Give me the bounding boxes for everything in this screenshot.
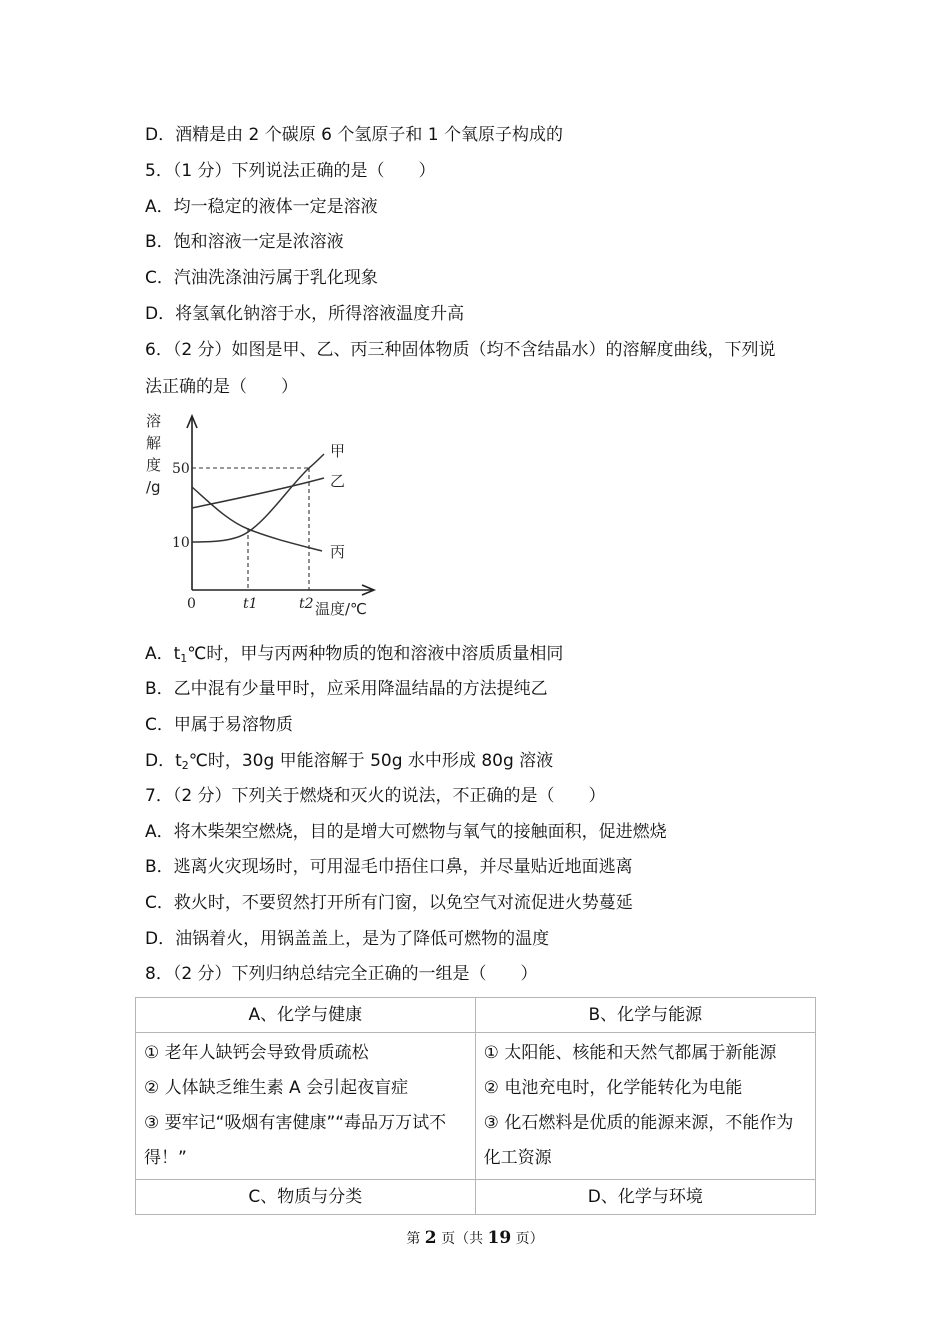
option-7c: C．救火时，不要贸然打开所有门窗，以免空气对流促进火势蔓延 (145, 893, 633, 913)
tick-t1: t1 (243, 596, 258, 612)
page-number: 2 (424, 1228, 437, 1248)
option-5c: C．汽油洗涤油污属于乳化现象 (145, 268, 378, 288)
label-jia: 甲 (330, 442, 346, 460)
question-8: 8．（2 分）下列归纳总结完全正确的一组是（ ） (145, 964, 538, 984)
option-7a: A．将木柴架空燃烧，目的是增大可燃物与氧气的接触面积，促进燃烧 (145, 822, 667, 842)
option-6d: D．$t_2℃$时，30g 甲能溶解于 50g 水中形成 80g 溶液 (145, 751, 554, 772)
cell-b-head: B、化学与能源 (475, 998, 815, 1033)
b-item-3: ③ 化石燃料是优质的能源来源，不能作为化工资源 (483, 1113, 794, 1168)
cell-a-head: A、化学与健康 (136, 998, 476, 1033)
ylabel-4: /g (146, 478, 161, 496)
option-6c: C．甲属于易溶物质 (145, 715, 293, 735)
question-6-line2: 法正确的是（ ） (145, 377, 298, 397)
cell-d-head: D、化学与环境 (475, 1180, 815, 1215)
label-bing: 丙 (330, 543, 346, 561)
option-5d: D．将氢氧化钠溶于水，所得溶液温度升高 (145, 304, 465, 324)
tick-50: 50 (172, 461, 190, 477)
a-item-2: ② 人体缺乏维生素 A 会引起夜盲症 (144, 1078, 409, 1098)
ylabel-2: 解 (146, 434, 162, 452)
tick-t2: t2 (299, 596, 314, 612)
line-q4d: D．酒精是由 2 个碳原 6 个氢原子和 1 个氧原子构成的 (145, 125, 563, 145)
question-6-line1: 6．（2 分）如图是甲、乙、丙三种固体物质（均不含结晶水）的溶解度曲线，下列说 (145, 340, 776, 360)
tick-origin: 0 (187, 596, 196, 612)
curve-jia (192, 454, 324, 542)
option-7b: B．逃离火灾现场时，可用湿毛巾捂住口鼻，并尽量贴近地面逃离 (145, 857, 633, 877)
option-5a: A．均一稳定的液体一定是溶液 (145, 197, 378, 217)
page-footer: 第 2 页（共 19 页） (406, 1228, 544, 1248)
page-total: 19 (487, 1228, 512, 1248)
option-6a: A．$t_1℃$时，甲与丙两种物质的饱和溶液中溶质质量相同 (145, 644, 564, 665)
tick-10: 10 (172, 535, 190, 551)
ylabel-1: 溶 (146, 412, 162, 430)
a-item-1: ① 老年人缺钙会导致骨质疏松 (144, 1043, 369, 1063)
summary-table (135, 997, 816, 1215)
cell-a-body (136, 1033, 476, 1180)
solubility-curve-figure (140, 408, 380, 623)
option-5b: B．饱和溶液一定是浓溶液 (145, 232, 344, 252)
b-item-2: ② 电池充电时，化学能转化为电能 (483, 1078, 743, 1098)
question-7: 7．（2 分）下列关于燃烧和灭火的说法，不正确的是（ ） (145, 786, 606, 806)
cell-b-body (475, 1033, 815, 1180)
label-yi: 乙 (330, 472, 346, 490)
ylabel-3: 度 (146, 456, 162, 474)
xlabel: 温度/℃ (315, 600, 367, 618)
option-7d: D．油锅着火，用锅盖盖上，是为了降低可燃物的温度 (145, 929, 550, 949)
option-6b: B．乙中混有少量甲时，应采用降温结晶的方法提纯乙 (145, 679, 548, 699)
a-item-3: ③ 要牢记“吸烟有害健康”“毒品万万试不得！” (144, 1113, 447, 1168)
curve-yi (192, 478, 324, 508)
b-item-1: ① 太阳能、核能和天然气都属于新能源 (483, 1043, 777, 1063)
question-5: 5．（1 分）下列说法正确的是（ ） (145, 161, 436, 181)
cell-c-head: C、物质与分类 (136, 1180, 476, 1215)
